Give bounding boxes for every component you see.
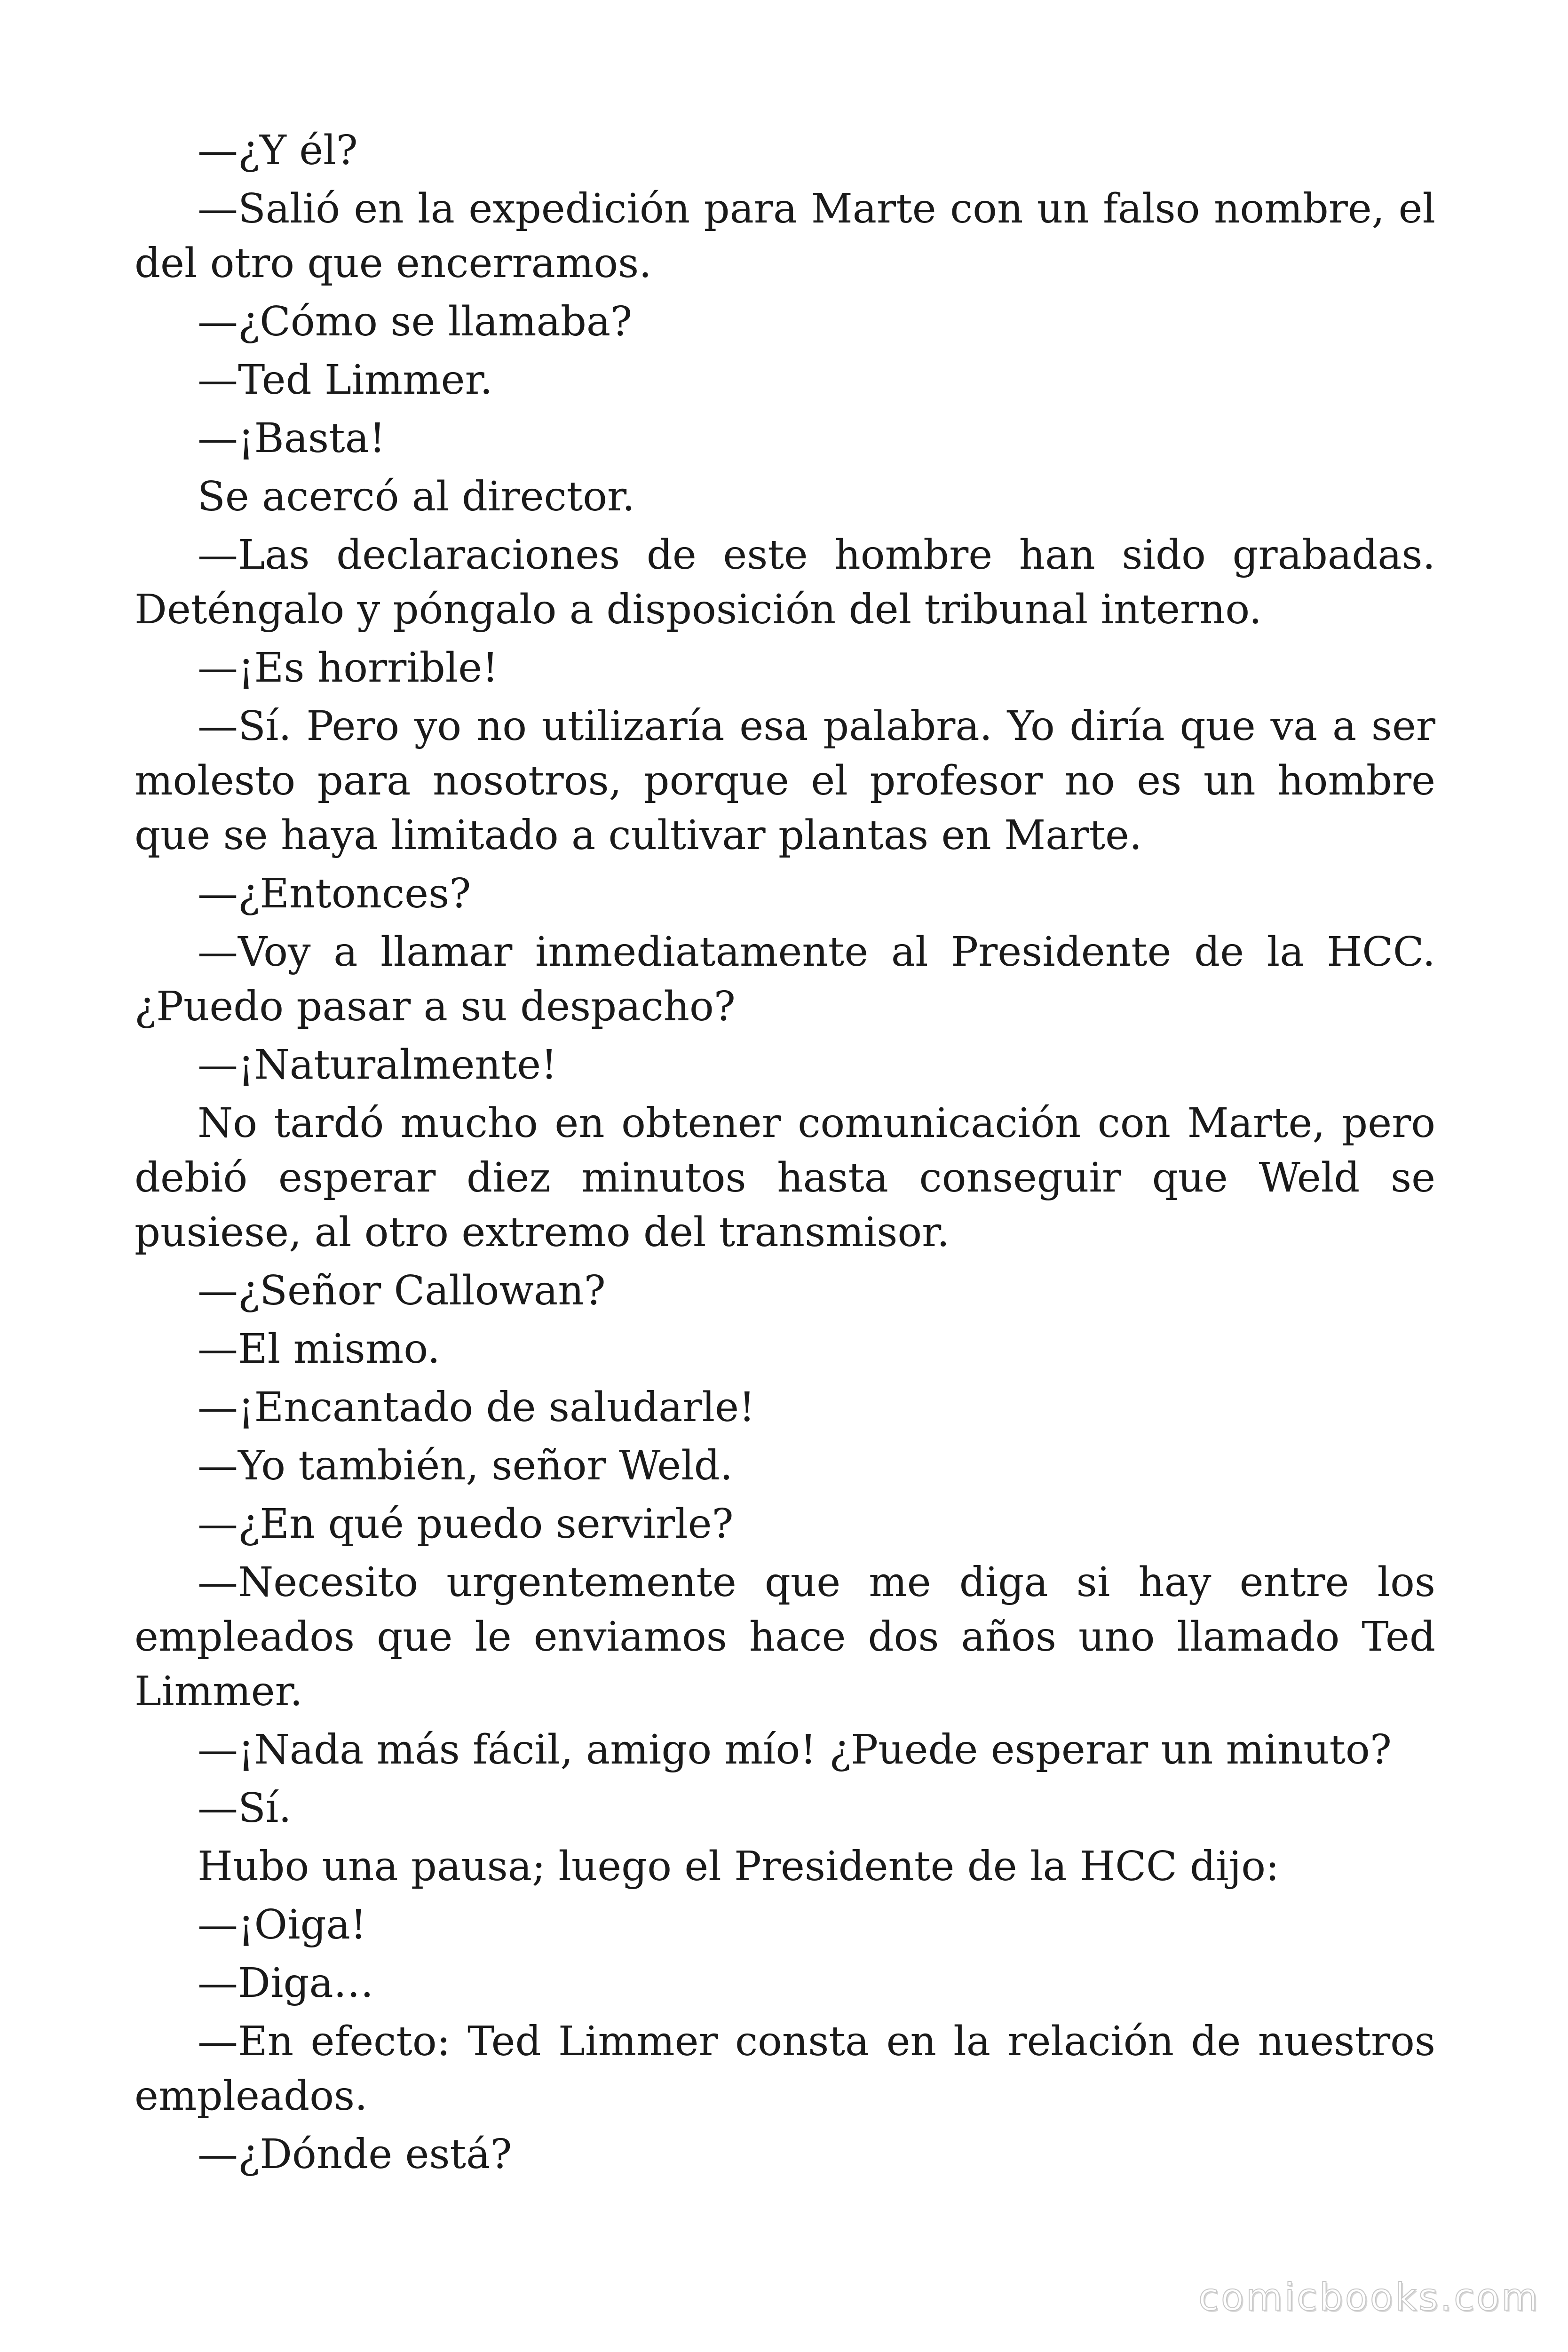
paragraph: —Voy a llamar inmediatamente al Presidente de la HCC. ¿Puedo pasar a su despacho? [135,929,1435,1030]
paragraph: —¿Y él? [198,127,358,174]
paragraph: —¿Cómo se llamaba? [198,298,633,345]
paragraph: —¡Naturalmente! [198,1041,557,1089]
paragraph: —Necesito urgentemente que me diga si hay entre los empleados que le enviamos hace dos años uno llamado Ted Limmer. [135,1559,1435,1715]
watermark: comicbooks.com [1198,2275,1540,2319]
paragraph: —¡Es horrible! [198,644,499,691]
paragraph: —Sí. [198,1785,292,1832]
page-body [135,123,1435,2185]
paragraph: —¿En qué puedo servirle? [198,1501,734,1548]
paragraph: —Las declaraciones de este hombre han sido grabadas. Deténgalo y póngalo a disposición del tribunal interno. [135,532,1435,633]
paragraph: —En efecto: Ted Limmer consta en la relación de nuestros empleados. [135,2018,1435,2120]
paragraph: —Ted Limmer. [198,357,493,404]
paragraph: —¡Oiga! [198,1901,367,1948]
paragraph: Hubo una pausa; luego el Presidente de la HCC dijo: [198,1843,1279,1890]
paragraph: —El mismo. [198,1326,440,1373]
paragraph: —¿Entonces? [198,870,471,917]
paragraph: —Yo también, señor Weld. [198,1442,733,1489]
paragraph: —¿Señor Callowan? [198,1267,606,1314]
paragraph: —¿Dónde está? [198,2131,512,2178]
paragraph: —Diga… [198,1960,374,2007]
paragraph: —¡Encantado de saludarle! [198,1384,755,1431]
paragraph: —¡Nada más fácil, amigo mío! ¿Puede esperar un minuto? [198,1726,1392,1773]
paragraph: No tardó mucho en obtener comunicación con Marte, pero debió esperar diez minutos hasta conseguir que Weld se pusiese, al otro extremo del transmisor. [135,1100,1435,1256]
paragraph: —Salió en la expedición para Marte con un falso nombre, el del otro que encerramos. [135,185,1435,287]
paragraph: —¡Basta! [198,415,386,462]
paragraph: Se acercó al director. [198,473,635,520]
paragraph: —Sí. Pero yo no utilizaría esa palabra. Yo diría que va a ser molesto para nosotros, porque el profesor no es un hombre que se haya limitado a cultivar plantas en Marte. [135,703,1435,859]
